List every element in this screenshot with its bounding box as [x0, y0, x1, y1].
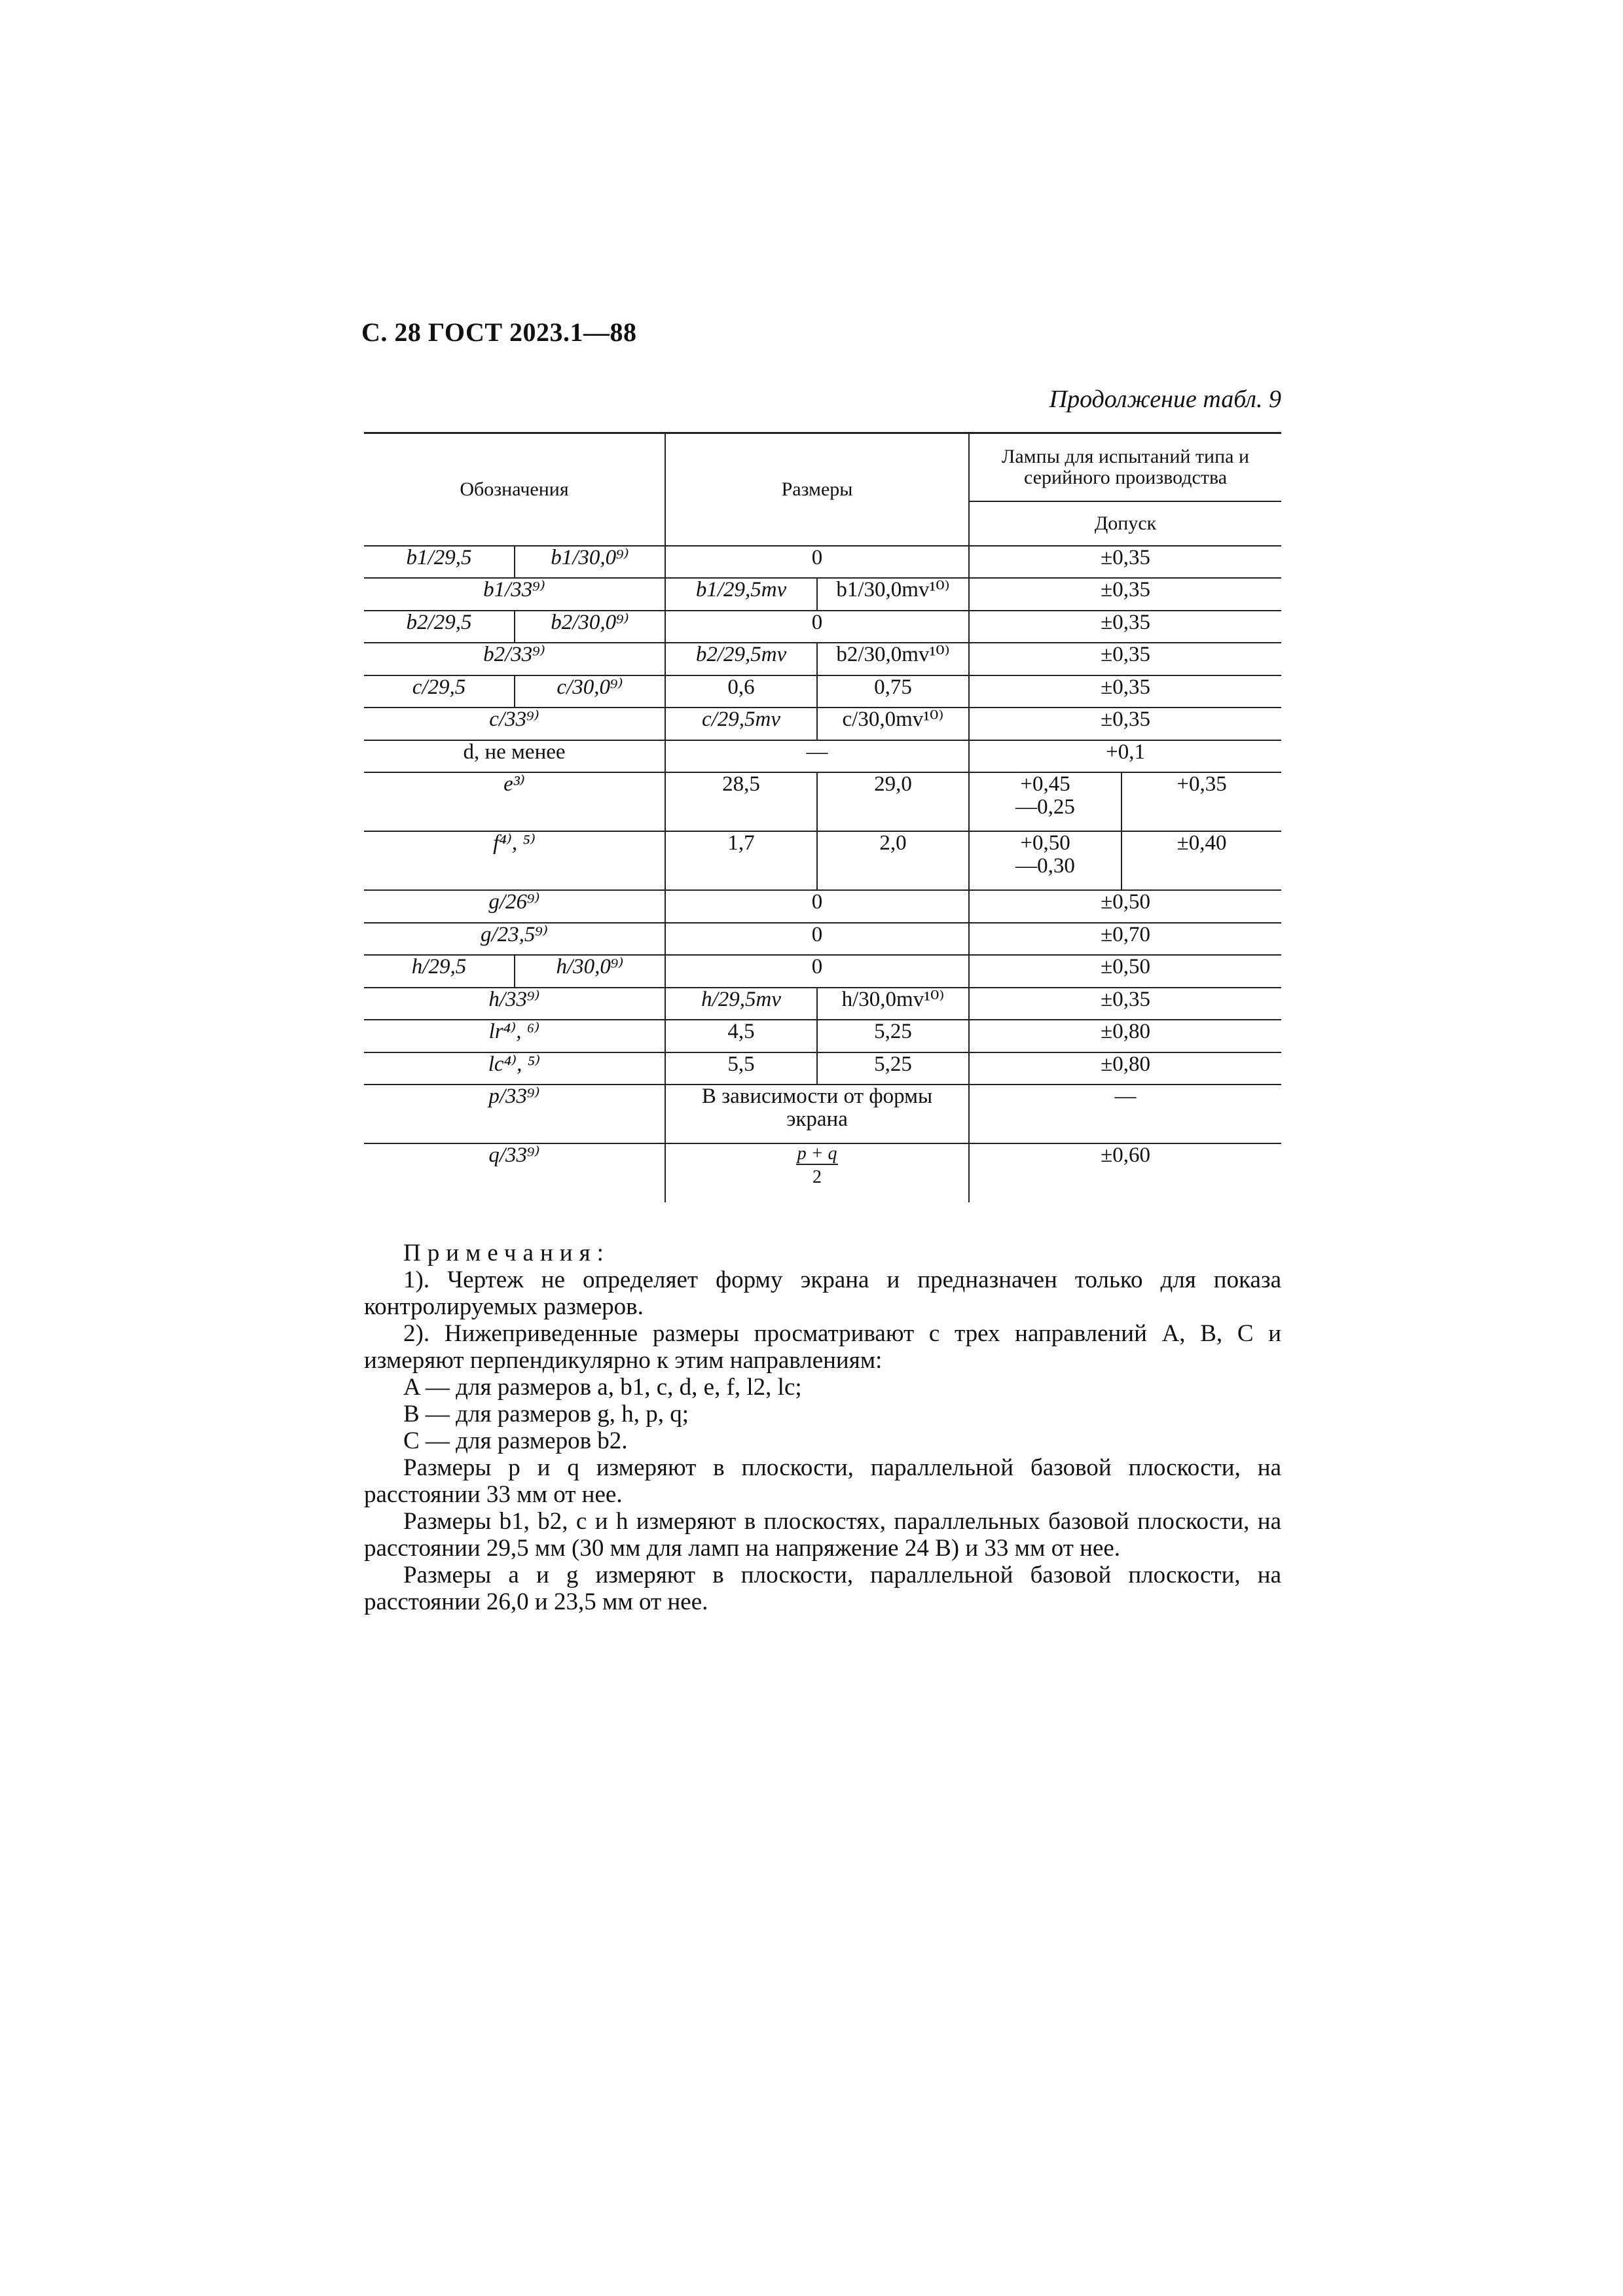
dimension-cell: 0,75 — [817, 675, 969, 708]
designation-cell: q/33⁹⁾ — [364, 1143, 665, 1202]
table-row — [364, 1085, 1281, 1143]
dimension-cell: b2/29,5mv — [665, 643, 817, 675]
tolerance-cell — [969, 772, 1122, 831]
tolerance-cell: ±0,35 — [969, 675, 1281, 708]
tolerance-lower: —0,25 — [1015, 795, 1075, 819]
tolerance-cell: ±0,80 — [969, 1052, 1281, 1085]
tolerance-cell — [969, 831, 1122, 890]
table-row — [364, 675, 1281, 708]
table-continuation-label: Продолжение табл. 9 — [1049, 386, 1281, 413]
note-direction-a: A — для размеров a, b1, c, d, e, f, l2, lc; — [403, 1374, 802, 1401]
dimension-cell: 4,5 — [665, 1020, 817, 1052]
note-direction-b: B — для размеров g, h, p, q; — [403, 1401, 689, 1427]
designation-cell: b2/33⁹⁾ — [364, 643, 665, 675]
dimension-cell: 0 — [665, 955, 969, 988]
table-row — [364, 1020, 1281, 1052]
tolerance-cell: ±0,35 — [969, 643, 1281, 675]
designation-cell: h/33⁹⁾ — [364, 988, 665, 1020]
tolerance-cell: ±0,35 — [969, 546, 1281, 579]
designation-cell: c/33⁹⁾ — [364, 708, 665, 740]
table-row — [364, 890, 1281, 923]
table-row — [364, 1143, 1281, 1202]
dimension-cell: b1/29,5mv — [665, 578, 817, 611]
tolerance-cell: ±0,50 — [969, 955, 1281, 988]
designation-cell: b2/29,5 — [364, 611, 515, 643]
dimensions-header: Размеры — [665, 433, 969, 546]
dimension-cell: 0 — [665, 923, 969, 956]
tolerance-cell: ±0,60 — [969, 1143, 1281, 1202]
note-2: 2). Нижеприведенные размеры просматривают с трех направлений A, B, C и измеряют перпендикулярно к этим направлениям: — [364, 1320, 1281, 1374]
dimension-cell: h/29,5mv — [665, 988, 817, 1020]
tolerance-cell: ±0,50 — [969, 890, 1281, 923]
table-row — [364, 611, 1281, 643]
tolerance-cell: ±0,35 — [969, 611, 1281, 643]
designation-header: Обозначения — [364, 433, 665, 546]
designation-cell: e³⁾ — [364, 772, 665, 831]
designation-cell: g/23,5⁹⁾ — [364, 923, 665, 956]
table-row — [364, 923, 1281, 956]
note-ag: Размеры a и g измеряют в плоскости, параллельной базовой плоскости, на расстоянии 26,0 и 23,5 мм от нее. — [364, 1562, 1281, 1615]
tolerance-cell: ±0,40 — [1122, 831, 1281, 890]
note-b1b2ch: Размеры b1, b2, c и h измеряют в плоскостях, параллельных базовой плоскости, на расстоянии 29,5 мм (30 мм для ламп на напряжение 24 В) и 33 мм от нее. — [364, 1508, 1281, 1562]
dimension-cell: h/30,0mv¹⁰⁾ — [817, 988, 969, 1020]
dimension-cell: 0,6 — [665, 675, 817, 708]
tolerance-cell: +0,35 — [1122, 772, 1281, 831]
tolerance-upper: +0,50 — [1020, 831, 1070, 855]
designation-cell: d, не менее — [364, 740, 665, 773]
dimension-cell: 5,5 — [665, 1052, 817, 1085]
table-row — [364, 988, 1281, 1020]
designation-cell: p/33⁹⁾ — [364, 1085, 665, 1143]
dimension-cell: c/29,5mv — [665, 708, 817, 740]
designation-cell: c/30,0⁹⁾ — [515, 675, 665, 708]
tolerance-cell: ±0,80 — [969, 1020, 1281, 1052]
table-row — [364, 955, 1281, 988]
note-pq: Размеры p и q измеряют в плоскости, параллельной базовой плоскости, на расстоянии 33 мм от нее. — [364, 1454, 1281, 1508]
table-row — [364, 643, 1281, 675]
tolerance-cell: +0,1 — [969, 740, 1281, 773]
designation-cell: b1/30,0⁹⁾ — [515, 546, 665, 579]
tolerance-cell: ±0,35 — [969, 578, 1281, 611]
dimension-cell: 0 — [665, 546, 969, 579]
designation-cell: b1/33⁹⁾ — [364, 578, 665, 611]
dimension-cell: 0 — [665, 890, 969, 923]
dimension-cell: b2/30,0mv¹⁰⁾ — [817, 643, 969, 675]
table-row — [364, 1052, 1281, 1085]
tolerance-cell: ±0,70 — [969, 923, 1281, 956]
dimension-cell — [665, 1143, 969, 1202]
table-row — [364, 740, 1281, 773]
dimension-cell: c/30,0mv¹⁰⁾ — [817, 708, 969, 740]
dimension-cell: В зависимости от формы экрана — [665, 1085, 969, 1143]
note-1: 1). Чертеж не определяет форму экрана и предназначен только для показа контролируемых размеров. — [364, 1266, 1281, 1320]
fraction — [796, 1144, 839, 1187]
tolerance-cell: ±0,35 — [969, 708, 1281, 740]
fraction-denominator: 2 — [812, 1166, 822, 1187]
designation-cell: c/29,5 — [364, 675, 515, 708]
designation-cell: g/26⁹⁾ — [364, 890, 665, 923]
tolerance-upper: +0,45 — [1020, 772, 1070, 796]
table-row — [364, 546, 1281, 579]
tolerance-cell: — — [969, 1085, 1281, 1143]
dimension-cell: 2,0 — [817, 831, 969, 890]
dimensions-table — [364, 432, 1281, 1202]
designation-cell: lc⁴⁾, ⁵⁾ — [364, 1052, 665, 1085]
designation-cell: f⁴⁾, ⁵⁾ — [364, 831, 665, 890]
designation-cell: h/29,5 — [364, 955, 515, 988]
lamps-header: Лампы для испытаний типа и серийного производства — [969, 433, 1281, 501]
dimension-cell: 0 — [665, 611, 969, 643]
dimension-cell: 5,25 — [817, 1020, 969, 1052]
dimension-cell: 28,5 — [665, 772, 817, 831]
designation-cell: b2/30,0⁹⁾ — [515, 611, 665, 643]
designation-cell: lr⁴⁾, ⁶⁾ — [364, 1020, 665, 1052]
table-row — [364, 578, 1281, 611]
tolerance-header: Допуск — [1094, 512, 1157, 534]
table-row — [364, 708, 1281, 740]
page-header: С. 28 ГОСТ 2023.1—88 — [361, 317, 637, 347]
notes-section — [364, 1240, 1281, 1615]
notes-title: Примечания: — [403, 1240, 610, 1266]
dimension-cell: — — [665, 740, 969, 773]
designation-cell: b1/29,5 — [364, 546, 515, 579]
dimension-cell: 29,0 — [817, 772, 969, 831]
table-row — [364, 831, 1281, 890]
table-row — [364, 772, 1281, 831]
dimension-cell: 5,25 — [817, 1052, 969, 1085]
dimension-cell: 1,7 — [665, 831, 817, 890]
designation-cell: h/30,0⁹⁾ — [515, 955, 665, 988]
dimension-cell: b1/30,0mv¹⁰⁾ — [817, 578, 969, 611]
fraction-numerator: p + q — [797, 1143, 837, 1164]
tolerance-lower: —0,30 — [1015, 853, 1075, 878]
note-direction-c: C — для размеров b2. — [403, 1427, 628, 1454]
tolerance-cell: ±0,35 — [969, 988, 1281, 1020]
